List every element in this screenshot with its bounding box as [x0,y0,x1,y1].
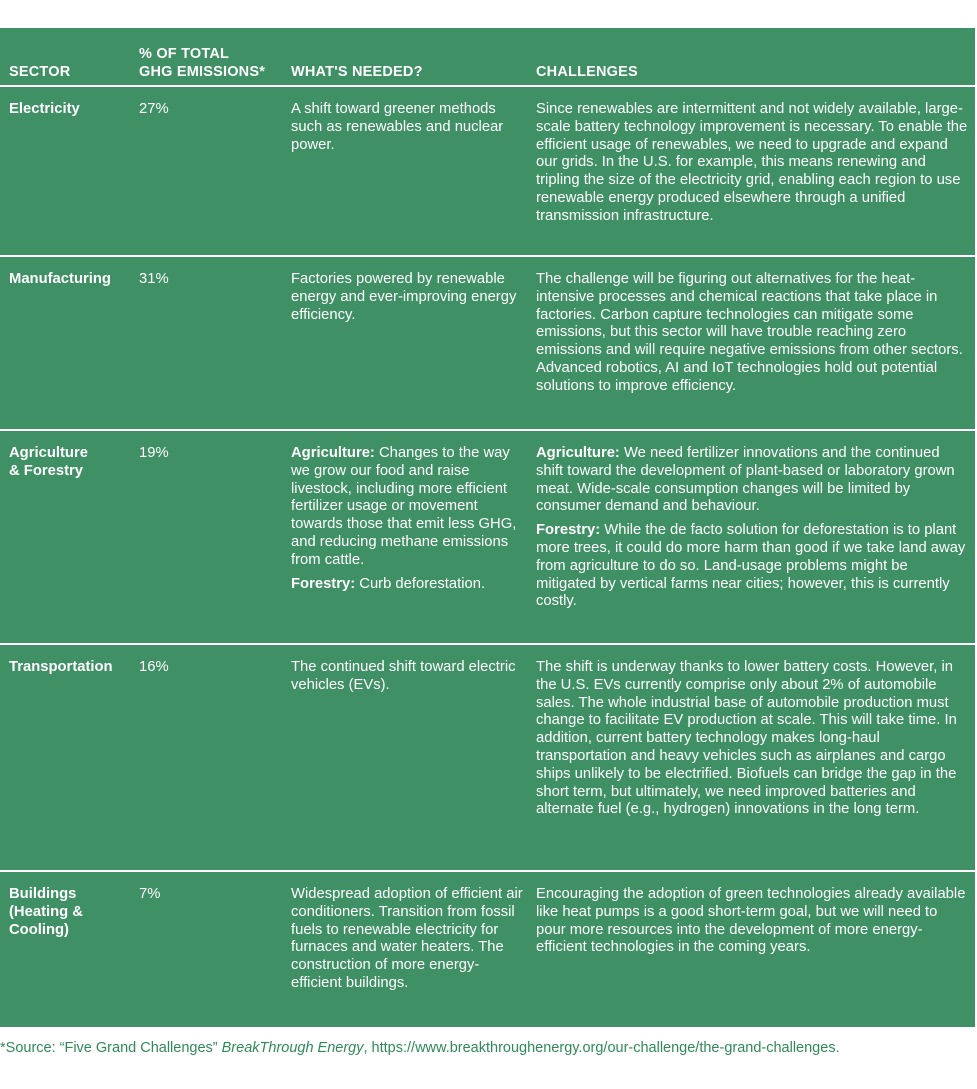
challenges-forestry-text: While the de facto solution for deforestation is to plant more trees, it could do more harm than good if we take land away from agriculture to do so. Land-usage problems might be mitigated by vertical farms near cities; however, this is currently costly. [536,522,966,610]
needed-agriculture-label: Agriculture: [291,445,375,461]
header-emissions [139,46,265,81]
sector-name: Manufacturing [9,271,111,287]
challenges-agriculture-label: Agriculture: [536,445,620,461]
whats-needed: A shift toward greener methods such as renewables and nuclear power. [291,101,504,153]
header-challenges: CHALLENGES [536,63,638,80]
header-emissions-line1: % OF TOTAL [139,46,230,62]
emissions-percent: 27% [139,101,169,117]
emissions-percent: 16% [139,659,169,675]
sector-name-line3: Cooling) [9,921,69,938]
table-header [0,28,975,85]
whats-needed: Factories powered by renewable energy and ever-improving energy efficiency. [291,271,517,323]
emissions-percent: 7% [139,886,161,902]
header-needed: WHAT'S NEEDED? [291,63,423,80]
table-row-buildings [0,872,975,1027]
sector-name-line1: Agriculture [9,445,88,461]
challenges: The challenge will be figuring out alternatives for the heat-intensive processes and chemical reactions that take place in factories. Carbon capture technologies can mitigate some emissions, but this sector will have trouble reaching zero emissions and will require negative emissions from other sectors. Advanced robotics, AI and IoT technologies hold out potential solutions to improve efficiency. [536,271,963,394]
challenges-agriculture-text: We need fertilizer innovations and the continued shift toward the development of plant-based or laboratory grown meat. Wide-scale consumption changes will be limited by consumer demand and behaviour. [536,445,955,515]
emissions-table [0,28,975,1027]
challenges: The shift is underway thanks to lower battery costs. However, in the U.S. EVs currently comprise only about 2% of automobile sales. The whole industrial base of automobile production must change to facilitate EV production at scale. This will take time. In addition, current battery technology makes long-haul transportation and heavy vehicles such as airplanes and cargo ships unlikely to be electrified. Biofuels can bridge the gap in the short term, but ultimately, we need improved batteries and alternate fuel (e.g., hydrogen) innovations in the long term. [536,659,957,818]
sector-name: Transportation [9,659,113,675]
emissions-percent: 31% [139,271,169,287]
sector-name-line2: & Forestry [9,462,84,479]
challenges [536,445,970,611]
whats-needed: Widespread adoption of efficient air conditioners. Transition from fossil fuels to renewable electricity for furnaces and water heaters. The construction of more energy-efficient buildings. [291,886,523,991]
needed-forestry-label: Forestry: [291,575,356,592]
challenges: Encouraging the adoption of green technologies already available like heat pumps is a good short-term goal, but we will need to pour more resources into the development of more energy-efficient technologies in the coming years. [536,886,966,956]
sector-name: Electricity [9,101,80,117]
challenges-forestry [536,522,970,611]
needed-agriculture-text: Changes to the way we grow our food and raise livestock, including more efficient fertilizer usage or movement towards those that emit less GHG, and reducing methane emissions from cattle. [291,445,517,568]
sector-name [9,445,134,481]
needed-forestry-text: Curb deforestation. [355,575,486,592]
needed-forestry [291,576,527,594]
header-sector: SECTOR [9,63,71,80]
footnote-suffix: , https://www.breakthroughenergy.org/our-challenge/the-grand-challenges. [363,1040,840,1056]
table-row-manufacturing [0,257,975,429]
table-row-transportation [0,645,975,870]
header-emissions-line2: GHG EMISSIONS* [139,63,266,80]
table-row-electricity [0,87,975,255]
challenges-agriculture [536,445,970,516]
challenges: Since renewables are intermittent and not widely available, large-scale battery technology improvement is necessary. To enable the efficient usage of renewables, we need to upgrade and expand our grids. In the U.S. for example, this means renewing and tripling the size of the electricity grid, enabling each region to use renewable energy produced elsewhere through a unified transmission infrastructure. [536,101,968,224]
needed-agriculture [291,445,527,570]
sector-name-line2: (Heating & [9,903,83,920]
footnote-prefix: *Source: “Five Grand Challenges” [0,1040,222,1056]
emissions-percent: 19% [139,445,169,461]
whats-needed [291,445,527,593]
sector-name [9,886,134,939]
footnote-publisher: BreakThrough Energy [221,1040,364,1056]
challenges-forestry-label: Forestry: [536,522,601,539]
source-footnote [0,1039,977,1057]
table-row-agriculture-forestry [0,431,975,643]
sector-name-line1: Buildings [9,886,77,902]
whats-needed: The continued shift toward electric vehicles (EVs). [291,659,516,693]
